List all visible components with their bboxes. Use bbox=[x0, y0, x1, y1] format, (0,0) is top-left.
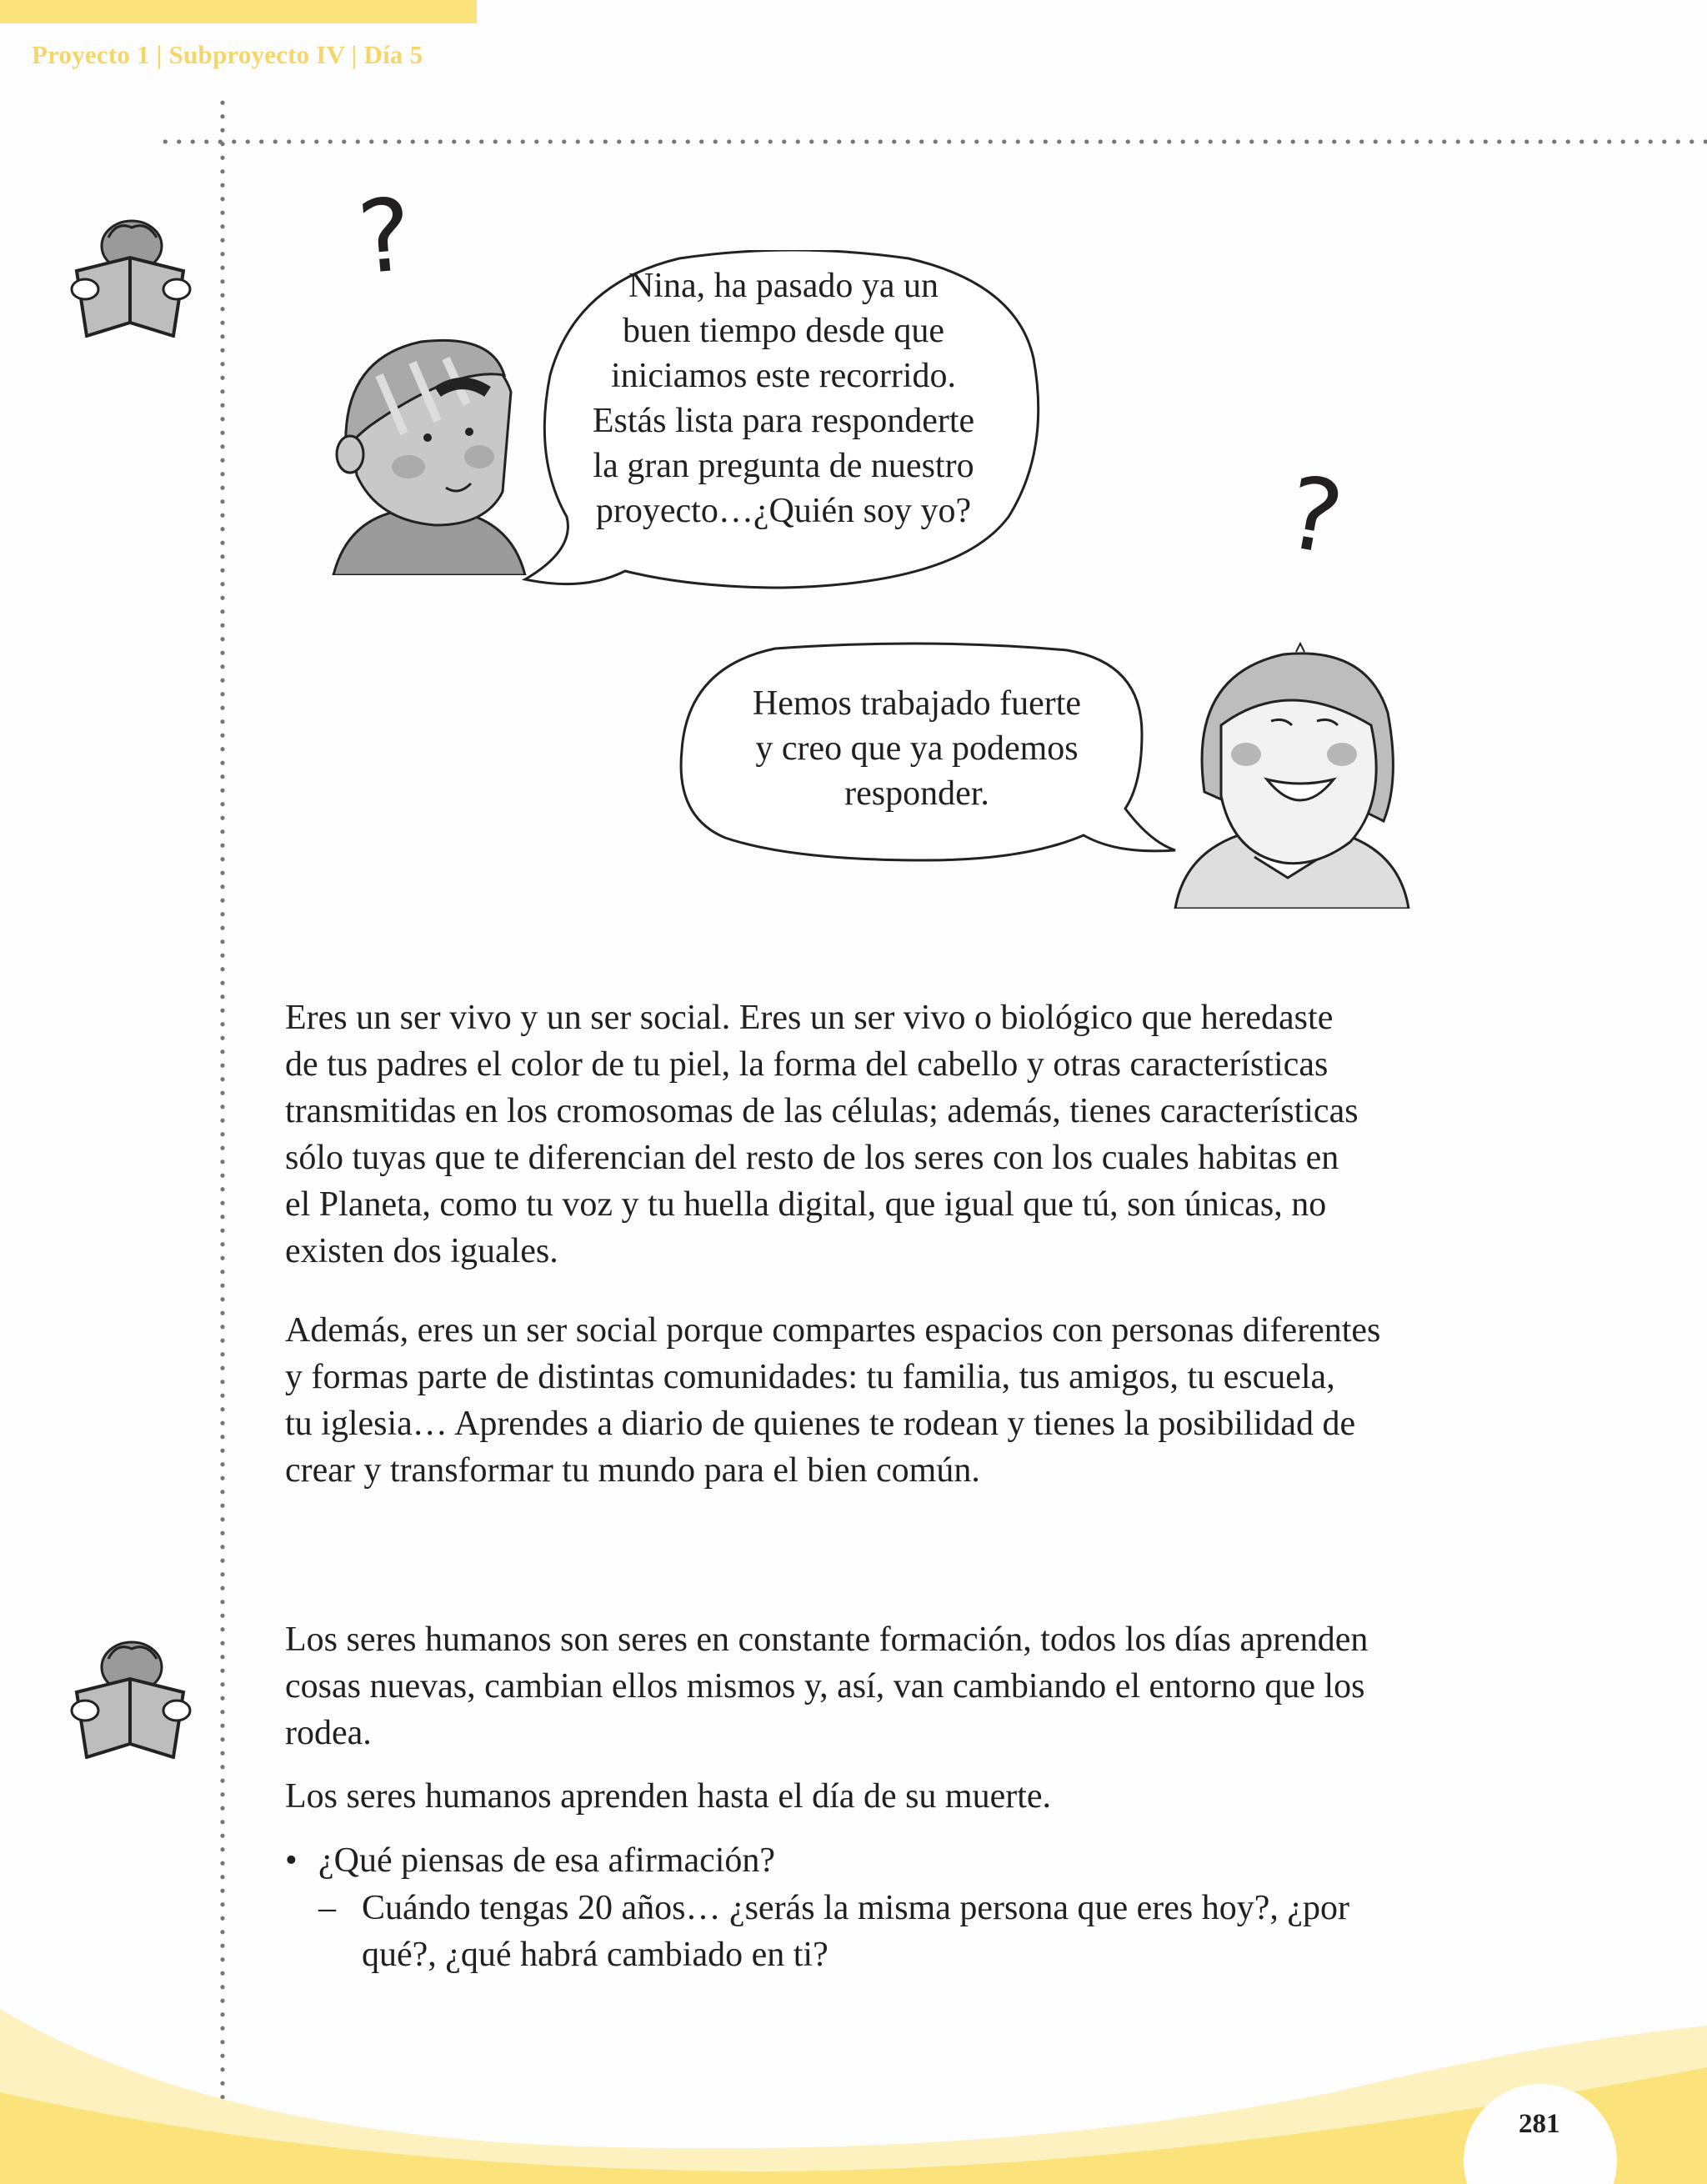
margin-dotted-line bbox=[220, 96, 225, 2184]
subbullet-marker: – bbox=[318, 1889, 336, 1927]
bottom-wave-decoration bbox=[0, 1967, 1707, 2184]
paragraph-formacion: Los seres humanos son seres en constante formación, todos los días aprenden cosas nuevas, cambian ellos mismos y, así, van cambiando el entorno que los rodea. bbox=[285, 1620, 1369, 1752]
boy-speech-text: Nina, ha pasado ya un buen tiempo desde que iniciamos este recorrido. Estás lista para responderte la gran pregunta de nuestro proyecto…¿Quién soy yo? bbox=[592, 267, 975, 530]
breadcrumb: Proyecto 1 | Subproyecto IV | Día 5 bbox=[32, 40, 423, 69]
paragraph-aprenden: Los seres humanos aprenden hasta el día de su muerte. bbox=[285, 1777, 1052, 1816]
reader-icon bbox=[67, 213, 192, 338]
header-dotted-line bbox=[158, 139, 1707, 144]
bullet-text: ¿Qué piensas de esa afirmación? bbox=[318, 1841, 776, 1880]
girl-illustration bbox=[1171, 642, 1413, 909]
page-number: 281 bbox=[1519, 2109, 1560, 2139]
bullet-marker: • bbox=[285, 1841, 298, 1880]
boy-illustration bbox=[329, 325, 529, 575]
paragraph-ser-social: Además, eres un ser social porque compartes espacios con personas diferentes y formas parte de distintas comunidades: tu familia, tus amigos, tu escuela, tu iglesia… Aprendes a diario de quienes te rodean y tienes la posibilidad de crear y transformar tu mundo para el bien común. bbox=[285, 1311, 1381, 1490]
subbullet-text: Cuándo tengas 20 años… ¿serás la misma persona que eres hoy?, ¿por qué?, ¿qué habrá cambiado en ti? bbox=[362, 1889, 1349, 1974]
girl-speech-text: Hemos trabajado fuerte y creo que ya podemos responder. bbox=[752, 684, 1082, 813]
paragraph-ser-vivo: Eres un ser vivo y un ser social. Eres un ser vivo o biológico que heredaste de tus padres el color de tu piel, la forma del cabello y otras características transmitidas en los cromosomas de las células; además, tienes características sólo tuyas que te diferencian del resto de los seres con los cuales habitas en el Planeta, como tu voz y tu huella digital, que igual que tú, son únicas, no existen dos iguales. bbox=[285, 999, 1359, 1270]
question-mark-icon: ? bbox=[1278, 454, 1351, 579]
question-mark-icon: ? bbox=[353, 177, 417, 298]
reader-icon bbox=[67, 1634, 192, 1759]
header-accent-band bbox=[0, 0, 477, 23]
